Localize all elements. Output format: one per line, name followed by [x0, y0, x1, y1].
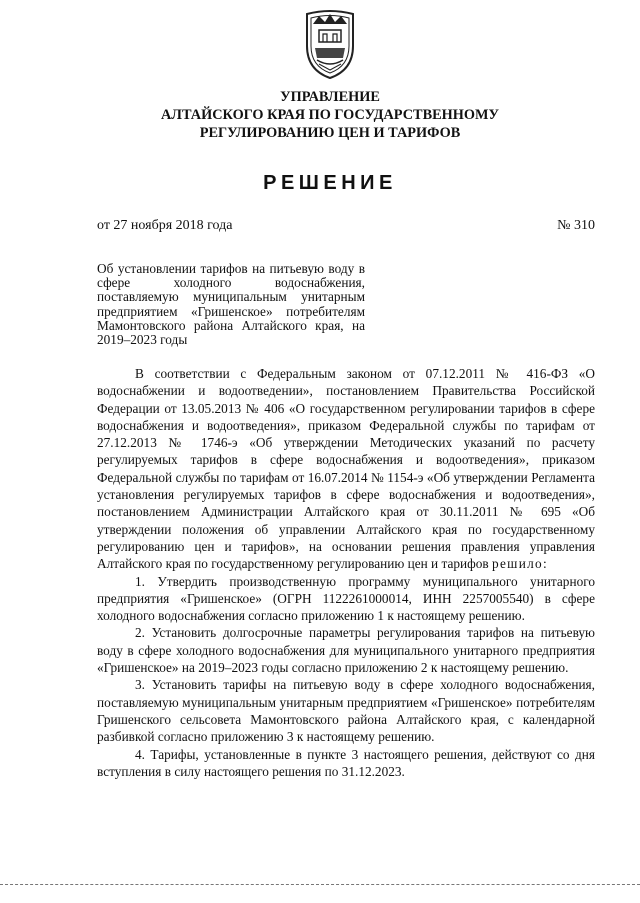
org-line: АЛТАЙСКОГО КРАЯ ПО ГОСУДАРСТВЕННОМУ [160, 107, 499, 123]
page-bottom-divider [0, 884, 640, 885]
preamble-text: В соответствии с Федеральным законом от 07.12.2011 № 416-ФЗ «О водоснабжении и водоотведении», постановлением Правительства Российской Федерации от 13.05.2013 № 406 «О государственном регулировании тарифов в сфере водоснабжения и водоотведения», приказом Федеральной службы по тарифам от 27.12.2013 № 1746-э «Об утверждении Методических указаний по расчету регулируемых тарифов в сфере водоснабжения и водоотведения», приказом Федеральной службы по тарифам от 16.07.2014 № 1154-э «Об утверждении Регламента установления регулируемых тарифов в сфере водоснабжения и водоотведения», постановлением Администрации Алтайского края от 30.11.2011 № 695 «Об утверждении положения об управлении Алтайского края по государственному регулированию цен и тарифов», на основании решения правления управления Алтайского края по государственному регулированию цен и тарифов [97, 366, 595, 572]
org-line: РЕГУЛИРОВАНИЮ ЦЕН И ТАРИФОВ [199, 125, 461, 141]
document-date: от 27 ноября 2018 года [97, 218, 233, 233]
document-number: № 310 [557, 218, 595, 233]
document-title: РЕШЕНИЕ [263, 172, 397, 194]
item-paragraph: 1. Утвердить производственную программу муниципального унитарного предприятия «Гришенское» (ОГРН 1122261000014, ИНН 2257005540) в сфере холодного водоснабжения согласно приложению 1 к настоящему решению. [97, 573, 595, 624]
document-subject: Об установлении тарифов на питьевую воду в сфере холодного водоснабжения, поставляемую муниципальным унитарным предприятием «Гришенское» потребителям Мамонтовского района Алтайского края, на 2019–2023 годы [97, 261, 365, 348]
item-paragraph: 2. Установить долгосрочные параметры регулирования тарифов на питьевую воду в сфере холодного водоснабжения для муниципального унитарного предприятия «Гришенское» на 2019–2023 годы согласно приложению 2 к настоящему решению. [97, 625, 595, 676]
item-paragraph: 4. Тарифы, установленные в пункте 3 настоящего решения, действуют со дня вступления в силу настоящего решения по 31.12.2023. [97, 746, 595, 779]
coat-of-arms-icon [299, 8, 361, 82]
document-body [97, 365, 595, 780]
org-line: УПРАВЛЕНИЕ [280, 89, 380, 105]
item-paragraph: 3. Установить тарифы на питьевую воду в сфере холодного водоснабжения, поставляемую муниципальным унитарным предприятием «Гришенское» потребителям Гришенского сельсовета Мамонтовского района Алтайского края, с календарной разбивкой согласно приложению 3 к настоящему решению. [97, 677, 595, 745]
preamble-paragraph [97, 365, 595, 573]
organization-name [80, 88, 580, 142]
decided-word: решило: [492, 556, 548, 572]
